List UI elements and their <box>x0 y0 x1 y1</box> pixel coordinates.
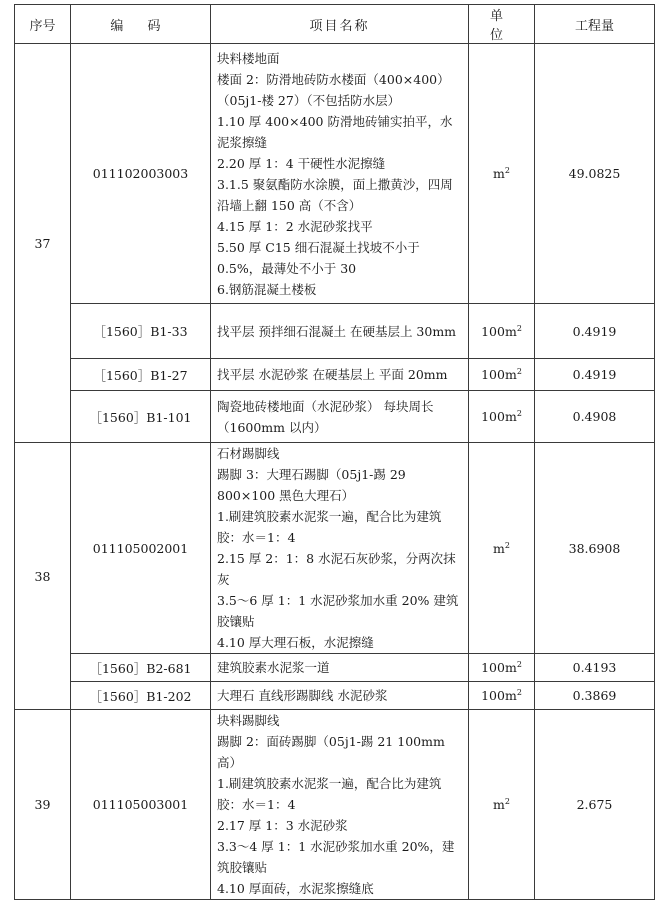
unit-cell <box>469 304 535 359</box>
unit-cell <box>469 359 535 391</box>
unit-exponent: 2 <box>504 797 510 806</box>
unit-exponent: 2 <box>504 540 510 550</box>
item-name-line: 块料踢脚线 <box>217 713 280 728</box>
item-name-line: 1.刷建筑胶素水泥浆一遍，配合比为建筑胶：水＝1：4 <box>217 776 442 812</box>
item-name-cell <box>211 682 469 710</box>
unit-base: 100m <box>481 409 517 424</box>
quantity-cell: 0.4193 <box>535 654 655 682</box>
item-name-cell <box>211 391 469 443</box>
seq-cell: 37 <box>15 44 71 443</box>
item-name-cell <box>211 359 469 391</box>
unit-exponent: 2 <box>516 367 522 376</box>
item-name-line: 2.15 厚 2：1：8 水泥石灰砂浆，分两次抹灰 <box>217 551 456 587</box>
quantity-cell: 38.6908 <box>535 443 655 654</box>
header-seq: 序号 <box>15 5 71 44</box>
unit-exponent: 2 <box>516 409 522 418</box>
quantity-cell: 2.675 <box>535 710 655 900</box>
item-name-cell <box>211 443 469 654</box>
unit-base: m <box>493 166 505 181</box>
item-name-line: 石材踢脚线 <box>217 446 280 461</box>
quantity-cell: 0.4919 <box>535 304 655 359</box>
item-name-line: 4.10 厚面砖，水泥浆擦缝底 <box>217 881 374 896</box>
code-cell: ［1560］B2-681 <box>71 654 211 682</box>
unit-cell <box>469 654 535 682</box>
item-name-line: 3.5～6 厚 1：1 水泥砂浆加水重 20% 建筑胶镶贴 <box>217 593 459 629</box>
unit-base: 100m <box>481 688 517 703</box>
item-name-line: 建筑胶素水泥浆一道 <box>217 660 330 675</box>
code-cell: 011105003001 <box>71 710 211 900</box>
table-row <box>15 654 655 682</box>
table-row <box>15 391 655 443</box>
table-body <box>15 44 655 900</box>
item-name-line: 1.10 厚 400×400 防滑地砖铺实拍平，水泥浆擦缝 <box>217 113 453 150</box>
table-row <box>15 443 655 654</box>
item-name-cell <box>211 304 469 359</box>
header-name: 项目名称 <box>211 5 469 44</box>
item-name-line: 陶瓷地砖楼地面（水泥砂浆） 每块周长（1600mm 以内） <box>217 398 434 435</box>
seq-cell: 38 <box>15 443 71 710</box>
item-name-line: 找平层 预拌细石混凝土 在硬基层上 30mm <box>217 323 457 339</box>
code-cell: ［1560］B1-202 <box>71 682 211 710</box>
unit-exponent: 2 <box>516 688 522 697</box>
item-name-line: 2.20 厚 1：4 干硬性水泥擦缝 <box>217 155 386 171</box>
quantity-cell: 0.4919 <box>535 359 655 391</box>
unit-exponent: 2 <box>504 166 510 175</box>
code-cell: 011102003003 <box>71 44 211 304</box>
item-name-cell <box>211 710 469 900</box>
unit-cell <box>469 44 535 304</box>
item-name-line: 踢脚 2：面砖踢脚（05j1-踢 21 100mm 高） <box>217 734 445 770</box>
quantity-cell: 49.0825 <box>535 44 655 304</box>
header-row <box>15 5 655 44</box>
table-row <box>15 359 655 391</box>
item-name-line: 3.3～4 厚 1：1 水泥砂浆加水重 20%，建筑胶镶贴 <box>217 839 455 875</box>
item-name-line: 4.10 厚大理石板，水泥擦缝 <box>217 635 374 650</box>
unit-cell <box>469 710 535 900</box>
unit-base: 100m <box>481 323 517 339</box>
header-qty: 工程量 <box>535 5 655 44</box>
quantity-cell: 0.4908 <box>535 391 655 443</box>
item-name-line: 楼面 2：防滑地砖防水楼面（400×400）（05j1-楼 27）（不包括防水层） <box>217 71 450 108</box>
item-name-line: 5.50 厚 C15 细石混凝土找坡不小于 0.5%，最薄处不小于 30 <box>217 239 420 276</box>
item-name-line: 3.1.5 聚氨酯防水涂膜，面上撒黄沙，四周沿墙上翻 150 高（不含） <box>217 176 453 213</box>
unit-base: m <box>493 540 505 556</box>
unit-base: 100m <box>481 660 517 675</box>
unit-cell <box>469 443 535 654</box>
unit-base: 100m <box>481 367 517 382</box>
table-row <box>15 304 655 359</box>
header-unit: 单 位 <box>469 5 535 44</box>
table-row <box>15 682 655 710</box>
code-cell: 011105002001 <box>71 443 211 654</box>
item-name-line: 大理石 直线形踢脚线 水泥砂浆 <box>217 688 388 703</box>
item-name-line: 2.17 厚 1：3 水泥砂浆 <box>217 818 348 833</box>
seq-cell: 39 <box>15 710 71 900</box>
unit-exponent: 2 <box>516 323 522 333</box>
unit-base: m <box>493 797 505 812</box>
item-name-line: 1.刷建筑胶素水泥浆一遍，配合比为建筑胶：水＝1：4 <box>217 509 442 545</box>
unit-exponent: 2 <box>516 660 522 669</box>
item-name-line: 找平层 水泥砂浆 在硬基层上 平面 20mm <box>217 367 448 382</box>
bill-of-quantities-table <box>14 4 655 900</box>
unit-cell <box>469 391 535 443</box>
item-name-line: 4.15 厚 1：2 水泥砂浆找平 <box>217 218 373 234</box>
unit-cell <box>469 682 535 710</box>
item-name-line: 6.钢筋混凝土楼板 <box>217 281 317 297</box>
header-code: 编 码 <box>71 5 211 44</box>
code-cell: ［1560］B1-101 <box>71 391 211 443</box>
item-name-line: 块料楼地面 <box>217 50 280 66</box>
item-name-cell <box>211 654 469 682</box>
code-cell: ［1560］B1-27 <box>71 359 211 391</box>
item-name-cell <box>211 44 469 304</box>
item-name-line: 踢脚 3：大理石踢脚（05j1-踢 29 800×100 黑色大理石） <box>217 467 406 503</box>
code-cell: ［1560］B1-33 <box>71 304 211 359</box>
table-row <box>15 44 655 304</box>
table-row <box>15 710 655 900</box>
quantity-cell: 0.3869 <box>535 682 655 710</box>
